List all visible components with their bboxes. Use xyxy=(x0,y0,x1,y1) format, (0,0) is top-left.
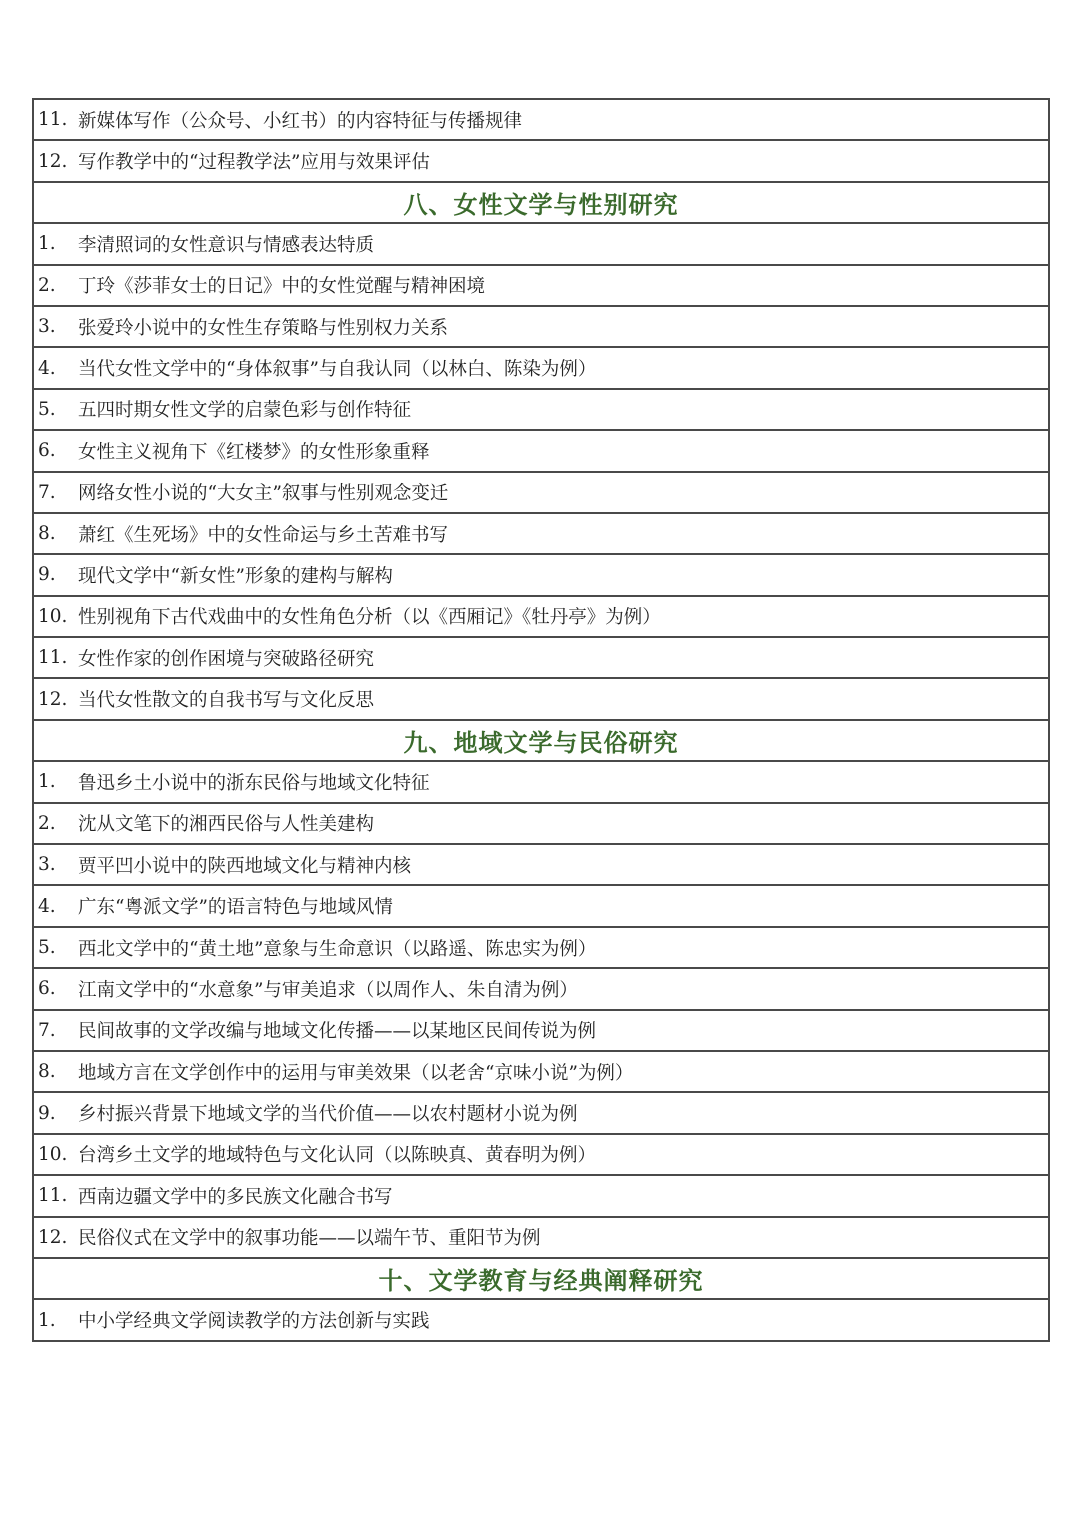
topic-number: 12. xyxy=(38,688,68,710)
topic-title: 五四时期女性文学的启蒙色彩与创作特征 xyxy=(78,400,412,422)
topic-number: 12. xyxy=(38,150,68,172)
topic-number: 12. xyxy=(38,1226,68,1248)
table-row xyxy=(33,430,1049,471)
topic-number: 4. xyxy=(38,895,56,917)
topic-cell xyxy=(33,389,1049,430)
table-row xyxy=(33,513,1049,554)
topic-cell xyxy=(33,637,1049,678)
table-row xyxy=(33,596,1049,637)
topic-title: 广东“粤派文学”的语言特色与地域风情 xyxy=(78,897,393,919)
table-row xyxy=(33,472,1049,513)
topic-number: 5. xyxy=(38,398,56,420)
table-row xyxy=(33,1092,1049,1133)
topic-number: 7. xyxy=(38,481,56,503)
topic-title: 西北文学中的“黄土地”意象与生命意识（以路遥、陈忠实为例） xyxy=(78,938,597,960)
topic-cell xyxy=(33,803,1049,844)
section-heading: 八、女性文学与性别研究 xyxy=(33,182,1049,223)
topic-number: 9. xyxy=(38,564,56,586)
topic-number: 1. xyxy=(38,233,56,255)
topic-cell xyxy=(33,554,1049,595)
topic-cell xyxy=(33,306,1049,347)
topic-number: 3. xyxy=(38,854,56,876)
table-row xyxy=(33,968,1049,1009)
table-row xyxy=(33,678,1049,719)
topic-cell xyxy=(33,968,1049,1009)
topic-cell xyxy=(33,761,1049,802)
topic-title: 台湾乡土文学的地域特色与文化认同（以陈映真、黄春明为例） xyxy=(78,1145,597,1167)
topic-number: 3. xyxy=(38,316,56,338)
topic-title: 乡村振兴背景下地域文学的当代价值——以农村题材小说为例 xyxy=(78,1104,578,1126)
table-row xyxy=(33,844,1049,885)
table-row xyxy=(33,1299,1049,1340)
table-row xyxy=(33,1175,1049,1216)
topic-title: 当代女性散文的自我书写与文化反思 xyxy=(78,690,375,712)
topic-number: 7. xyxy=(38,1019,56,1041)
topic-cell xyxy=(33,99,1049,140)
topic-title: 贾平凹小说中的陕西地域文化与精神内核 xyxy=(78,855,412,877)
topic-cell xyxy=(33,513,1049,554)
topic-cell xyxy=(33,678,1049,719)
table-row xyxy=(33,306,1049,347)
section-heading-row xyxy=(33,1258,1049,1299)
table-row xyxy=(33,803,1049,844)
section-heading: 九、地域文学与民俗研究 xyxy=(33,720,1049,761)
table-row xyxy=(33,554,1049,595)
table-row xyxy=(33,1010,1049,1051)
table-row xyxy=(33,761,1049,802)
topic-number: 2. xyxy=(38,812,56,834)
topic-title: 江南文学中的“水意象”与审美追求（以周作人、朱自清为例） xyxy=(78,979,578,1001)
topic-number: 8. xyxy=(38,523,56,545)
topic-number: 11. xyxy=(38,109,68,131)
topic-number: 6. xyxy=(38,440,56,462)
topic-title: 李清照词的女性意识与情感表达特质 xyxy=(78,234,375,256)
table-row xyxy=(33,99,1049,140)
topic-title: 张爱玲小说中的女性生存策略与性别权力关系 xyxy=(78,317,449,339)
topic-table-body xyxy=(33,99,1049,1341)
topic-number: 5. xyxy=(38,937,56,958)
table-row xyxy=(33,223,1049,264)
section-heading: 十、文学教育与经典阐释研究 xyxy=(33,1258,1049,1299)
topic-title: 中小学经典文学阅读教学的方法创新与实践 xyxy=(78,1311,430,1333)
topic-cell xyxy=(33,1010,1049,1051)
topic-number: 11. xyxy=(38,1185,68,1207)
topic-title: 写作教学中的“过程教学法”应用与效果评估 xyxy=(78,152,430,174)
topic-title: 鲁迅乡土小说中的浙东民俗与地域文化特征 xyxy=(78,772,430,794)
topic-number: 1. xyxy=(38,771,56,793)
topic-number: 11. xyxy=(38,647,68,669)
table-row xyxy=(33,389,1049,430)
topic-cell xyxy=(33,927,1049,968)
topic-number: 2. xyxy=(38,274,56,296)
topic-cell xyxy=(33,223,1049,264)
topic-cell xyxy=(33,140,1049,181)
topic-title: 萧红《生死场》中的女性命运与乡土苦难书写 xyxy=(78,524,449,546)
topic-cell xyxy=(33,1051,1049,1092)
topic-cell xyxy=(33,1134,1049,1175)
table-row xyxy=(33,885,1049,926)
topic-cell xyxy=(33,596,1049,637)
topic-number: 9. xyxy=(38,1102,56,1124)
topic-title: 地域方言在文学创作中的运用与审美效果（以老舍“京味小说”为例） xyxy=(78,1062,634,1084)
topic-cell xyxy=(33,1175,1049,1216)
table-row xyxy=(33,265,1049,306)
section-heading-row xyxy=(33,720,1049,761)
topic-title: 网络女性小说的“大女主”叙事与性别观念变迁 xyxy=(78,483,449,505)
topic-cell xyxy=(33,1299,1049,1340)
topic-title: 民俗仪式在文学中的叙事功能——以端午节、重阳节为例 xyxy=(78,1228,541,1250)
topic-number: 1. xyxy=(38,1309,56,1331)
table-row xyxy=(33,1217,1049,1258)
topic-title: 女性作家的创作困境与突破路径研究 xyxy=(78,648,375,670)
topic-number: 10. xyxy=(38,1143,68,1165)
topic-title: 西南边疆文学中的多民族文化融合书写 xyxy=(78,1186,393,1208)
topic-title: 当代女性文学中的“身体叙事”与自我认同（以林白、陈染为例） xyxy=(78,359,597,381)
topic-title: 现代文学中“新女性”形象的建构与解构 xyxy=(78,565,393,587)
topic-number: 6. xyxy=(38,978,56,1000)
topic-cell xyxy=(33,844,1049,885)
topic-cell xyxy=(33,1217,1049,1258)
topic-title: 女性主义视角下《红楼梦》的女性形象重释 xyxy=(78,441,430,463)
topic-title: 性别视角下古代戏曲中的女性角色分析（以《西厢记》《牡丹亭》为例） xyxy=(78,607,661,629)
topic-number: 8. xyxy=(38,1061,56,1083)
table-row xyxy=(33,140,1049,181)
topic-number: 10. xyxy=(38,605,68,627)
topic-cell xyxy=(33,265,1049,306)
table-row xyxy=(33,1134,1049,1175)
table-row xyxy=(33,637,1049,678)
topic-title: 新媒体写作（公众号、小红书）的内容特征与传播规律 xyxy=(78,110,523,132)
topic-table xyxy=(32,98,1050,1342)
section-heading-row xyxy=(33,182,1049,223)
topic-title: 民间故事的文学改编与地域文化传播——以某地区民间传说为例 xyxy=(78,1021,597,1043)
topic-cell xyxy=(33,430,1049,471)
topic-title: 丁玲《莎菲女士的日记》中的女性觉醒与精神困境 xyxy=(78,276,486,298)
table-row xyxy=(33,1051,1049,1092)
topic-cell xyxy=(33,472,1049,513)
topic-title: 沈从文笔下的湘西民俗与人性美建构 xyxy=(78,814,375,836)
topic-cell xyxy=(33,885,1049,926)
topic-number: 4. xyxy=(38,357,56,379)
table-row xyxy=(33,927,1049,968)
topic-cell xyxy=(33,1092,1049,1133)
topic-cell xyxy=(33,347,1049,388)
table-row xyxy=(33,347,1049,388)
